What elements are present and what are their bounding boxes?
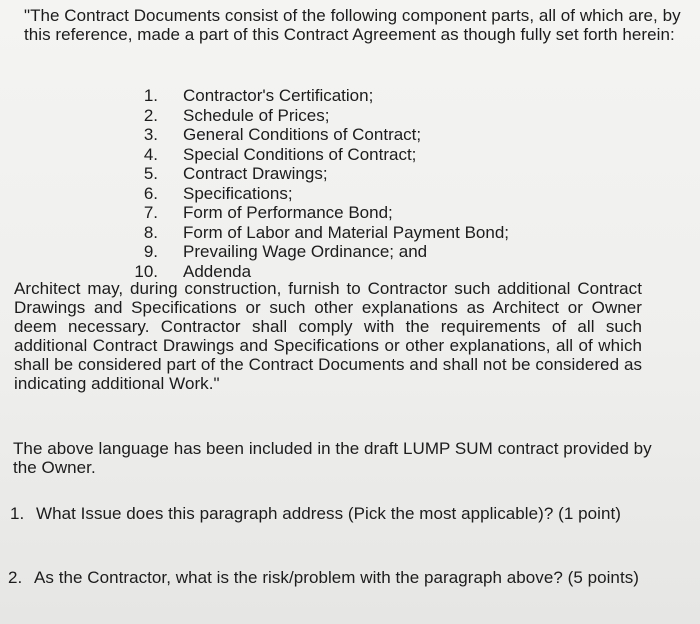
- list-item-text: Form of Performance Bond;: [183, 203, 393, 222]
- architect-paragraph: Architect may, during construction, furnish to Contractor such additional Contract Drawings and Specifications or such other explanations as Architect or Owner deem necessary. Contractor shall comply with the requirements of all such additional Contract Drawings and Specifications or other explanations, all of which shall be considered part of the Contract Documents and shall not be considered as indicating additional Work.": [14, 279, 642, 393]
- list-item-number: 5.: [143, 164, 158, 183]
- list-item-number: 1.: [143, 86, 158, 105]
- list-item-text: Specifications;: [183, 183, 293, 203]
- question-2: [8, 568, 648, 587]
- list-item-text: Schedule of Prices;: [183, 105, 330, 125]
- question-number: 2.: [8, 568, 23, 587]
- list-item-number: 2.: [143, 105, 158, 125]
- list-item-text: General Conditions of Contract;: [183, 125, 422, 144]
- intro-paragraph: "The Contract Documents consist of the following component parts, all of which are, by this reference, made a part of this Contract Agreement as though fully set forth herein:: [24, 6, 681, 44]
- list-item-number: 4.: [143, 144, 158, 164]
- list-item: [128, 125, 422, 145]
- list-item-number: 7.: [143, 203, 158, 222]
- list-item: [128, 86, 374, 106]
- above-language-paragraph: The above language has been included in the draft LUMP SUM contract provided by the Owner.: [13, 439, 652, 477]
- list-item-text: Addenda: [183, 261, 252, 281]
- list-item-number: 8.: [143, 222, 158, 242]
- list-item: [128, 105, 330, 126]
- question-text: As the Contractor, what is the risk/problem with the paragraph above? (5 points): [34, 568, 639, 587]
- list-item-number: 9.: [143, 242, 158, 261]
- question-1: [10, 504, 650, 523]
- component-parts-list: [128, 86, 509, 281]
- list-item-text: Form of Labor and Material Payment Bond;: [183, 222, 509, 242]
- question-number: 1.: [10, 504, 25, 523]
- list-item-number: 6.: [143, 183, 158, 203]
- list-item-text: Contract Drawings;: [183, 164, 328, 183]
- list-item: [128, 242, 428, 262]
- list-item: [128, 222, 509, 243]
- list-item: [128, 183, 293, 204]
- list-item-text: Prevailing Wage Ordinance; and: [183, 242, 428, 261]
- list-item-text: Contractor's Certification;: [183, 86, 374, 105]
- list-item-number: 10.: [134, 261, 158, 281]
- list-item: [128, 144, 417, 165]
- list-item-number: 3.: [143, 125, 158, 144]
- question-text: What Issue does this paragraph address (Pick the most applicable)? (1 point): [36, 504, 621, 523]
- list-item: [128, 164, 328, 184]
- list-item: [128, 203, 393, 223]
- list-item-text: Special Conditions of Contract;: [183, 144, 417, 164]
